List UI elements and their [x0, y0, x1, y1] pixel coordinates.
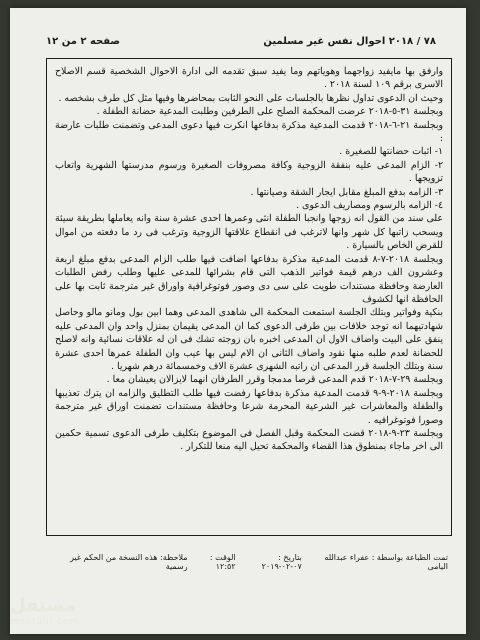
watermark-text: مستقل: [10, 595, 76, 616]
judgment-body: [47, 59, 451, 454]
watermark-domain: mostaql.com: [10, 617, 80, 627]
paragraph: وحيث ان الدعوى تداول نظرها بالجلسات على النحو الثابت بمحاضرها وفيها مثل كل طرف بشخصه .: [58, 92, 443, 104]
print-date: بتاريخ : ٠٧-٠٢-٢٠١٩: [261, 553, 302, 571]
print-footer: [46, 553, 448, 571]
document-page: [10, 8, 466, 634]
paragraph: وبجلسة ٢١-٦-٢٠١٨ قدمت المدعية مذكرة بدفاعها انكرت فيها دعوى المدعى وتضمنت طلبات عارضة :: [55, 119, 443, 145]
paragraph: وبجلسة ٢٣-٩-٢٠١٨ قضت المحكمة وقبل الفصل فى الموضوع بتكليف طرفى الدعوى تسمية حكمين الى اخر ماجاء بمنطوق هذا القضاء والمحكمة تحيل اليه منعا للتكرار .: [55, 427, 443, 453]
paragraph: وارفق بها مايفيد زواجهما وهوياتهم وما يفيد سبق تقدمه الى ادارة الاحوال الشخصية قسم الاصلاح الاسرى برقم ١٠٩ لسنة ٢٠١٨ .: [55, 66, 443, 91]
request-item: ١- اثبات حضانتها للصغيرة .: [339, 146, 443, 158]
paragraph: وبجلسة ٣١-٥-٢٠١٨ عرضت المحكمة الصلح على الطرفين وطلبت المدعية حضانة الطفلة .: [96, 106, 443, 118]
request-item: ٤- الزامه بالرسوم ومصاريف الدعوى .: [296, 200, 443, 212]
case-reference: ٧٨ / ٢٠١٨ احوال نفس غير مسلمين: [263, 36, 436, 47]
page-header: [46, 36, 436, 47]
paragraph: على سند من القول انه زوجها وانجبا الطفلة انثى وعمرها احدى عشرة سنة وانه يعاملها بطريقة سيئة ويسحب زاتبها كل شهر وانها لاترغب فى انقطاع علاقتها الزوجية وترغب فى رد ما دفعته من اموال للقرض الخاص بالسيارة .: [55, 213, 443, 252]
unofficial-note: ملاحظة: هذه النسخة من الحكم غير رسمية: [70, 553, 188, 571]
watermark-logo: [10, 595, 80, 630]
paragraph: وبجلسة ٢٠١٨-٧-٨ قدمت المدعية مذكرة بدفاعها اضافت فيها طلب الزام المدعى بدفع مبلغ اربعة وعشرون الف درهم قيمة فواتير الذهب التى قام بشرائها للمدعى عليها وطلب رفض الطلبات العارضة وحافظة مستندات طويت على سى دى وصور فوتوغرافية واوراق غير مترجمة ثابت بها على الحافظة انها لكشوف: [55, 253, 443, 305]
request-item: ٣- الزامه بدفع المبلغ مقابل ايجار الشقة وصيانتها .: [250, 186, 443, 198]
judgment-text-frame: [46, 58, 452, 536]
paragraph: بنكية وفواتير وبتلك الجلسة استمعت المحكمة الى شاهدى المدعى وهما ابين بول ومانو مالو وحاصل شهادتيهما انه توجد خلافات بين طرفى الدعوى كما ان المدعى يقيمان بمنزل واحد وان المدعى عليه ينفق على البيت واضاف الاول ان المدعى اخبره بان زوجته تشك فى ان له علاقات نسائية وانه لاصلح للحضانة لعدم طلبه منها نقود واضاف الثانى ان الام ليس بها عيب وان الطفلة عمرها احدى عشرة سنة وبتلك الجلسة قرر المدعى ان راتبه الشهرى عشرة الاف وخمسمائة درهم شهريا .: [55, 307, 443, 372]
page-number: صفحه ٢ من ١٢: [46, 36, 121, 47]
request-item: ٢- الزام المدعى عليه بنفقة الزوجية وكافة مصروفات الصغيرة ورسوم مدرستها الشهرية واتعاب تزويجها .: [55, 159, 443, 185]
paragraph: وبجلسة ٢٠١٨-٩-٩ قدمت المدعية مذكرة بدفاعها رفضت فيها طلب التطليق والزامه ان يترك تعذيبها والطفلة والمعاشرات غير الشرعية المحرمة شرعا وحافظة مستندات تضمنت اوراق غير مترجمة وصورا فوتوغرافيه .: [55, 387, 443, 426]
paragraph: وبجلسة ٢٩-٧-٢٠١٨ قدم المدعى قرصا مدمجا وقرر الطرفان انهما لايزالان يعيشان معا .: [106, 374, 443, 386]
printed-by: تمت الطباعة بواسطة : عفراء عبدالله اليامى: [324, 553, 448, 571]
print-time: الوقت : ١٢:٥٢: [209, 553, 236, 571]
